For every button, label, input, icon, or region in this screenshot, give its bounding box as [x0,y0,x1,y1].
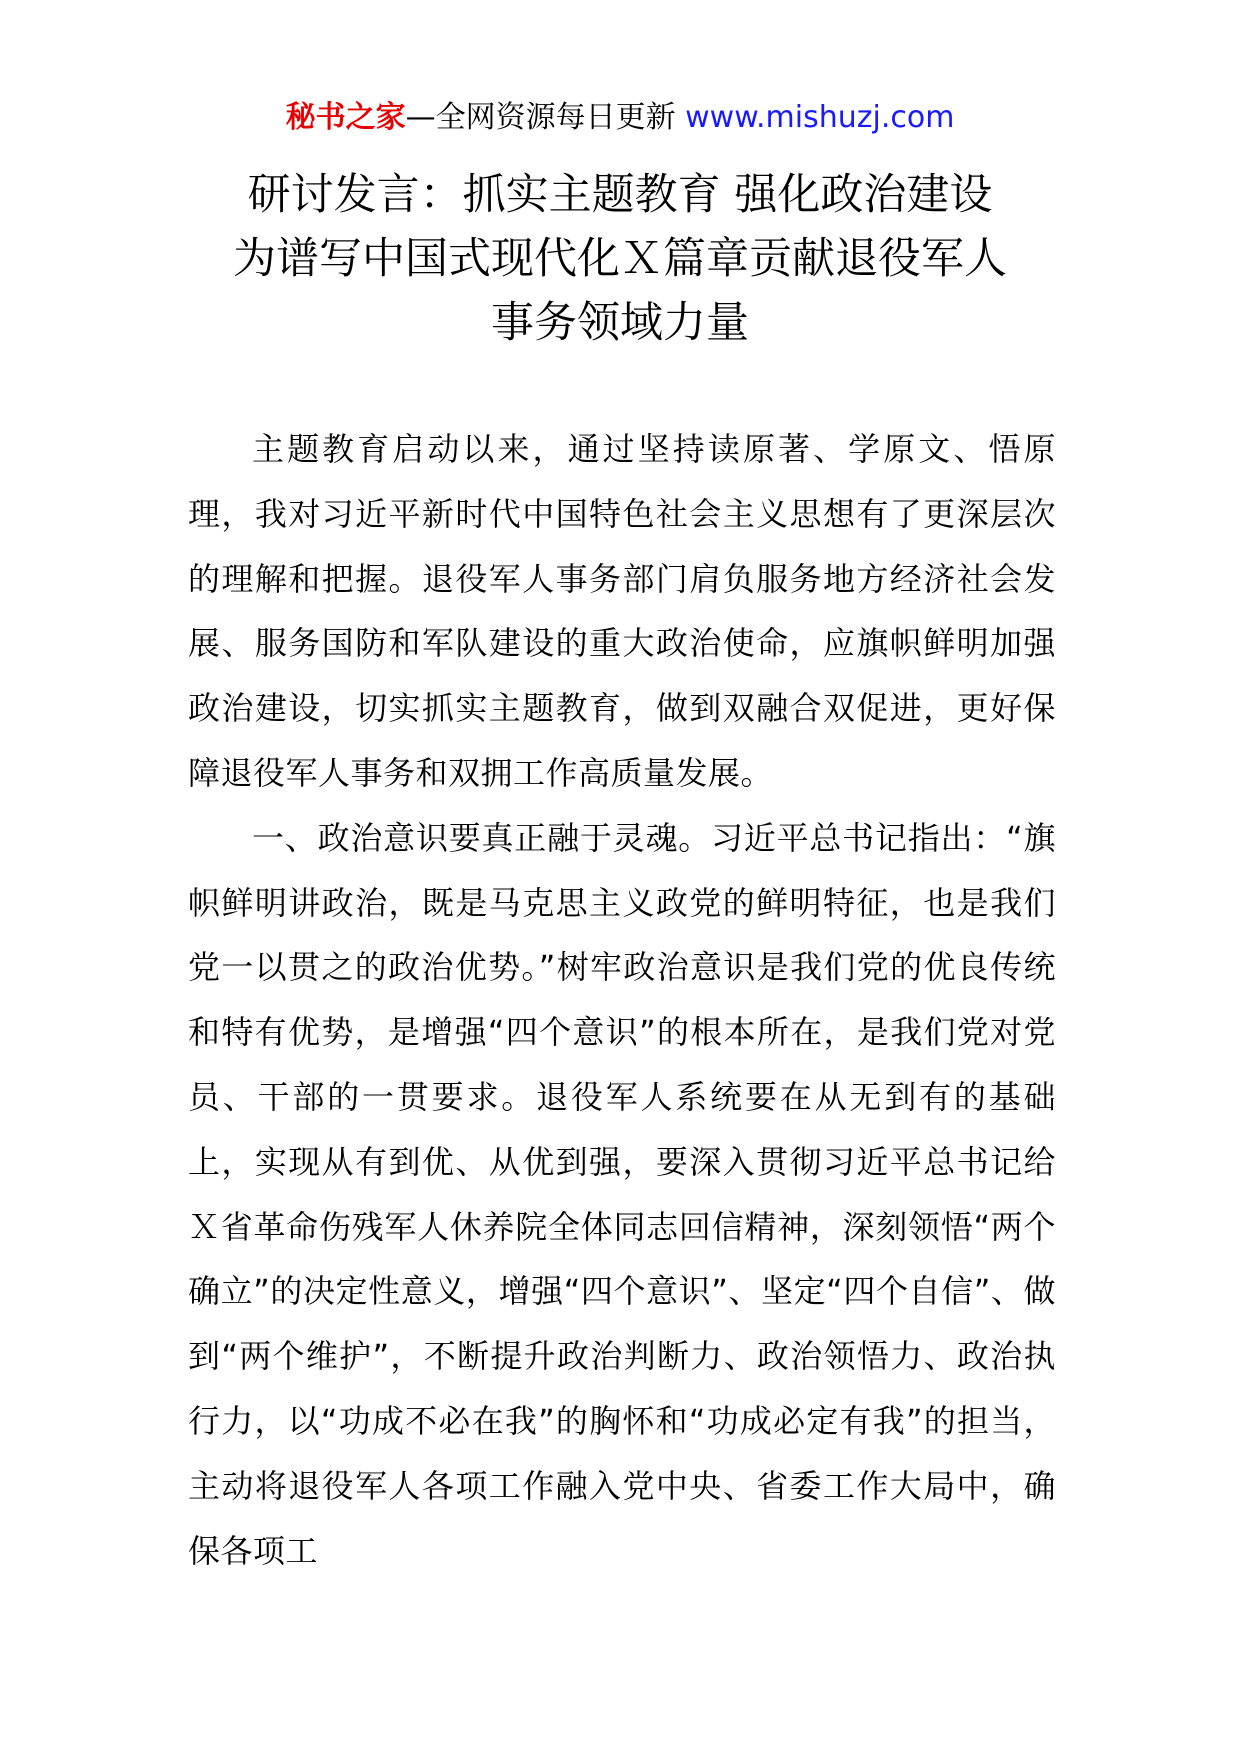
header-tagline: —全网资源每日更新 [405,100,676,135]
paragraph-section-1: 一、政治意识要真正融于灵魂。习近平总书记指出：“旗帜鲜明讲政治，既是马克思主义政党的鲜明特征，也是我们党一以贯之的政治优势。”树牢政治意识是我们党的优良传统和特有优势，是增强“四个意识”的根本所在，是我们党对党员、干部的一贯要求。退役军人系统要在从无到有的基础上，实现从有到优、从优到强，要深入贯彻习近平总书记给Ｘ省革命伤残军人休养院全体同志回信精神，深刻领悟“两个确立”的决定性意义，增强“四个意识”、坚定“四个自信”、做到“两个维护”，不断提升政治判断力、政治领悟力、政治执行力，以“功成不必在我”的胸怀和“功成必定有我”的担当，主动将退役军人各项工作融入党中央、省委工作大局中，确保各项工 [188,818,1056,1570]
watermark-header [0,98,1240,138]
paragraph-intro: 主题教育启动以来，通过坚持读原著、学原文、悟原理，我对习近平新时代中国特色社会主义思想有了更深层次的理解和把握。退役军人事务部门肩负服务地方经济社会发展、服务国防和军队建设的重大政治使命，应旗帜鲜明加强政治建设，切实抓实主题教育，做到双融合双促进，更好保障退役军人事务和双拥工作高质量发展。 [188,430,1056,792]
document-title [170,163,1070,355]
title-line-3: 事务领域力量 [491,298,749,348]
header-url-link[interactable]: www.mishuzj.com [685,100,955,135]
brand-name: 秘书之家 [285,100,406,135]
title-line-1: 研讨发言：抓实主题教育 强化政治建设 [247,170,993,220]
document-body [188,417,1056,1583]
title-line-2: 为谱写中国式现代化Ｘ篇章贡献退役军人 [233,234,1007,284]
